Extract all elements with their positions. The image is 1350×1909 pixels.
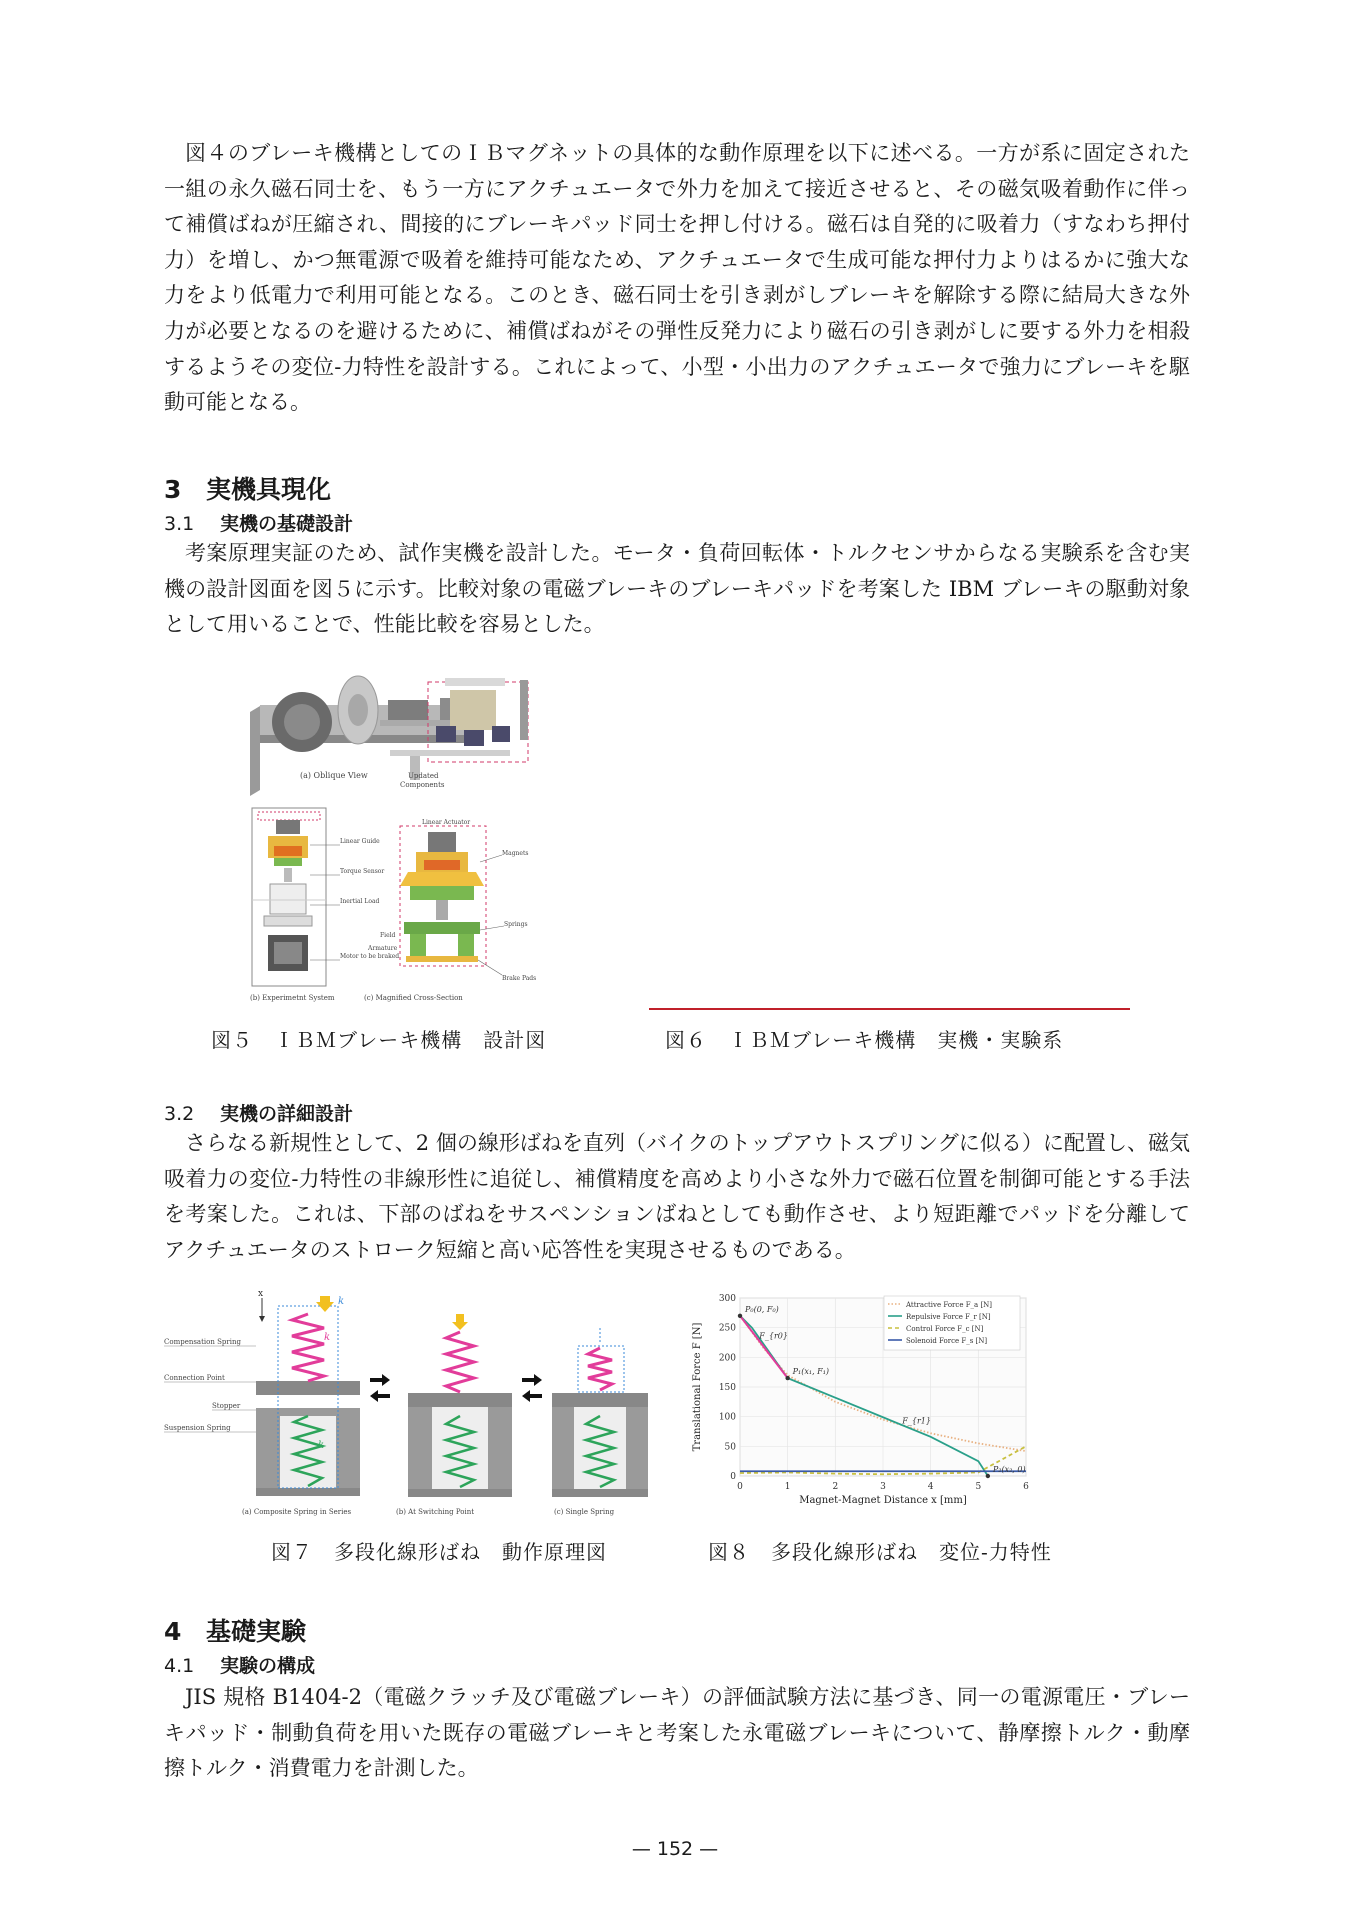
composite-spring-drawing bbox=[256, 1289, 360, 1496]
label-oblique-view: (a) Oblique View bbox=[300, 771, 368, 780]
switching-point-drawing bbox=[408, 1314, 512, 1497]
legend-entry: Attractive Force F_a [N] bbox=[906, 1301, 993, 1309]
label-brake-pads: Brake Pads bbox=[502, 975, 537, 982]
subsection-4-1-heading bbox=[164, 1651, 315, 1678]
label-updated: Updated bbox=[408, 772, 439, 780]
figure-6-rule bbox=[649, 1008, 1130, 1010]
displacement-force-chart bbox=[688, 1290, 1038, 1516]
label-ks: k bbox=[318, 1440, 325, 1451]
subsection-3-1-heading bbox=[164, 509, 353, 536]
label-ka: k bbox=[338, 1296, 345, 1307]
label-magnets: Magnets bbox=[502, 850, 529, 857]
y-axis-label: Translational Force F [N] bbox=[692, 1322, 703, 1452]
x-tick-label: 6 bbox=[1023, 1482, 1029, 1492]
transition-arrows-2 bbox=[522, 1374, 542, 1402]
figure-7-drawing bbox=[160, 1288, 650, 1522]
annotation: F_{r0} bbox=[759, 1331, 788, 1341]
y-tick-label: 150 bbox=[718, 1383, 736, 1393]
label-compensation-spring: Compensation Spring bbox=[164, 1338, 241, 1346]
subsection-number: 4.1 bbox=[164, 1655, 195, 1677]
label-torque-sensor: Torque Sensor bbox=[340, 868, 385, 875]
annotation: P₀(0, F₀) bbox=[745, 1304, 779, 1314]
label-linear-actuator: Linear Actuator bbox=[422, 819, 471, 826]
y-tick-label: 300 bbox=[718, 1294, 736, 1304]
y-tick-label: 0 bbox=[730, 1472, 736, 1482]
label-kc: k bbox=[324, 1332, 331, 1343]
experiment-system-drawing bbox=[252, 808, 326, 986]
figure-7-caption: 図７ 多段化線形ばね 動作原理図 bbox=[271, 1540, 607, 1564]
label-connection-point: Connection Point bbox=[164, 1374, 225, 1382]
x-axis-label: Magnet-Magnet Distance x [mm] bbox=[799, 1495, 967, 1506]
subsection-number: 3.1 bbox=[164, 513, 195, 535]
subsection-title: 実験の構成 bbox=[220, 1655, 316, 1677]
label-motor: Motor to be braked bbox=[340, 953, 400, 960]
subsection-3-2-paragraph: さらなる新規性として、2 個の線形ばねを直列（バイクのトップアウトスプリングに似る）に配置し、磁気吸着力の変位-力特性の非線形性に追従し、補償精度を高めより小さな外力で磁石位置を制御可能とする手法を考案した。これは、下部のばねをサスペンションばねとしても動作させ、より短距離でパッドを分離してアクチュエータのストローク短縮と高い応答性を実現させるものである。 bbox=[164, 1131, 1190, 1262]
section-number: 3 bbox=[164, 475, 182, 504]
y-tick-label: 200 bbox=[718, 1353, 736, 1364]
y-tick-label: 50 bbox=[724, 1442, 736, 1453]
x-tick-label: 4 bbox=[927, 1482, 934, 1492]
label-cross-section: (c) Magnified Cross-Section bbox=[364, 994, 463, 1002]
label-composite: (a) Composite Spring in Series bbox=[242, 1508, 352, 1516]
section-number: 4 bbox=[164, 1617, 182, 1646]
x-tick-label: 5 bbox=[975, 1482, 982, 1492]
figure-8-caption: 図８ 多段化線形ばね 変位-力特性 bbox=[708, 1540, 1052, 1564]
label-stopper: Stopper bbox=[212, 1402, 241, 1410]
legend-entry: Solenoid Force F_s [N] bbox=[906, 1337, 988, 1345]
subsection-number: 3.2 bbox=[164, 1103, 195, 1125]
legend-entry: Control Force F_c [N] bbox=[906, 1325, 984, 1333]
label-experiment-system: (b) Experimetnt System bbox=[250, 994, 335, 1002]
label-linear-guide: Linear Guide bbox=[340, 838, 380, 845]
figure-8-chart bbox=[688, 1290, 1038, 1516]
section-title: 基礎実験 bbox=[206, 1617, 307, 1646]
subsection-title: 実機の基礎設計 bbox=[220, 513, 354, 535]
figure-5-drawing bbox=[240, 650, 580, 1010]
annotation: P₁(x₁, F₁) bbox=[792, 1367, 830, 1377]
label-springs: Springs bbox=[504, 921, 528, 928]
label-x: x bbox=[258, 1289, 264, 1299]
subsection-3-2-heading bbox=[164, 1099, 353, 1126]
label-suspension-spring: Suspension Spring bbox=[164, 1424, 231, 1432]
subsection-4-1-paragraph: JIS 規格 B1404-2（電磁クラッチ及び電磁ブレーキ）の評価試験方法に基づき、同一の電源電圧・ブレーキパッド・制動負荷を用いた既存の電磁ブレーキと考案した永電磁ブレーキについて、静摩擦トルク・動摩擦トルク・消費電力を計測した。 bbox=[164, 1685, 1190, 1781]
y-tick-label: 100 bbox=[718, 1412, 736, 1423]
label-components: Components bbox=[400, 781, 445, 789]
annotation: F_{r1} bbox=[902, 1416, 931, 1426]
annotation: P₂(x₂, 0) bbox=[992, 1465, 1026, 1474]
intro-paragraph: 図４のブレーキ機構としてのＩＢマグネットの具体的な動作原理を以下に述べる。一方が系に固定された一組の永久磁石同士を、もう一方にアクチュエータで外力を加えて接近させると、その磁気吸着動作に伴って補償ばねが圧縮され、間接的にブレーキパッド同士を押し付ける。磁石は自発的に吸着力（すなわち押付力）を増し、かつ無電源で吸着を維持可能なため、アクチュエータで生成可能な押付力よりはるかに強大な力をより低電力で利用可能となる。このとき、磁石同士を引き剥がしブレーキを解除する際に結局大きな外力が必要となるのを避けるために、補償ばねがその弾性反発力により磁石の引き剥がしに要する外力を相殺するようその変位-力特性を設計する。これによって、小型・小出力のアクチュエータで強力にブレーキを駆動可能となる。 bbox=[164, 141, 1190, 415]
figure-5-caption: 図５ ＩＢＭブレーキ機構 設計図 bbox=[211, 1028, 547, 1052]
label-inertial-load: Inertial Load bbox=[340, 898, 380, 905]
oblique-view-render bbox=[250, 676, 528, 796]
key-point bbox=[986, 1474, 990, 1478]
label-armature: Armature bbox=[368, 945, 398, 952]
x-tick-label: 0 bbox=[737, 1482, 743, 1492]
y-tick-label: 250 bbox=[718, 1323, 736, 1334]
x-tick-label: 1 bbox=[784, 1482, 791, 1492]
cross-section-drawing bbox=[400, 826, 486, 966]
label-single: (c) Single Spring bbox=[554, 1508, 615, 1516]
figure-6-caption: 図６ ＩＢＭブレーキ機構 実機・実験系 bbox=[665, 1028, 1064, 1052]
x-tick-label: 2 bbox=[832, 1482, 839, 1492]
subsection-3-1-paragraph: 考案原理実証のため、試作実機を設計した。モータ・負荷回転体・トルクセンサからなる実験系を含む実機の設計図面を図５に示す。比較対象の電磁ブレーキのブレーキパッドを考案した IBM ブレーキの駆動対象として用いることで、性能比較を容易とした。 bbox=[164, 541, 1190, 637]
key-point bbox=[785, 1376, 789, 1380]
page-number: — 152 — bbox=[631, 1838, 719, 1860]
transition-arrows-1 bbox=[370, 1374, 390, 1402]
section-4-heading bbox=[164, 1612, 306, 1648]
legend-entry: Repulsive Force F_r [N] bbox=[906, 1313, 991, 1321]
key-point bbox=[738, 1314, 742, 1318]
section-3-heading bbox=[164, 470, 331, 506]
subsection-title: 実機の詳細設計 bbox=[220, 1103, 354, 1125]
x-tick-label: 3 bbox=[880, 1482, 886, 1492]
single-spring-drawing bbox=[552, 1328, 648, 1497]
section-title: 実機具現化 bbox=[206, 475, 332, 504]
label-switching: (b) At Switching Point bbox=[396, 1508, 475, 1516]
label-field: Field bbox=[380, 932, 396, 939]
